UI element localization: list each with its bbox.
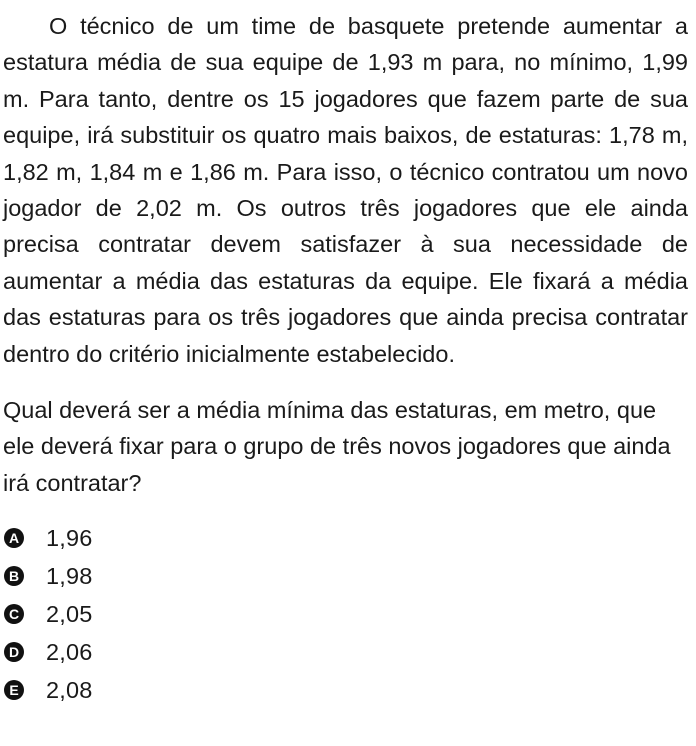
option-e-text: 2,08 — [46, 676, 93, 703]
option-a-text: 1,96 — [46, 524, 93, 551]
option-b-text: 1,98 — [46, 562, 93, 589]
option-d[interactable] — [3, 633, 688, 671]
question-text: Qual deverá ser a média mínima das estaturas, em metro, que ele deverá fixar para o grupo de três novos jogadores que ainda irá contratar? — [3, 397, 671, 496]
option-d-text: 2,06 — [46, 638, 93, 665]
problem-statement: O técnico de um time de basquete pretende aumentar a estatura média de sua equipe de 1,93 m para, no mínimo, 1,99 m. Para tanto, dentre os 15 jogadores que fazem parte de sua equipe, irá substituir os quatro mais baixos, de estaturas: 1,78 m, 1,82 m, 1,84 m e 1,86 m. Para isso, o técnico contratou um novo jogador de 2,02 m. Os outros três jogadores que ele ainda precisa contratar devem satisfazer à sua necessidade de aumentar a média das estaturas da equipe. Ele fixará a média das estaturas para os três jogadores que ainda precisa contratar dentro do critério inicialmente estabelecido. — [3, 13, 688, 367]
option-c-letter-badge: C — [4, 604, 24, 624]
option-c-text: 2,05 — [46, 600, 93, 627]
option-b[interactable] — [3, 557, 688, 595]
option-a-letter-badge: A — [4, 528, 24, 548]
option-a[interactable] — [3, 519, 688, 557]
option-b-letter-badge: B — [4, 566, 24, 586]
option-e-letter-badge: E — [4, 680, 24, 700]
option-e[interactable] — [3, 671, 688, 709]
option-c[interactable] — [3, 595, 688, 633]
option-d-letter-badge: D — [4, 642, 24, 662]
answer-options — [3, 519, 688, 709]
